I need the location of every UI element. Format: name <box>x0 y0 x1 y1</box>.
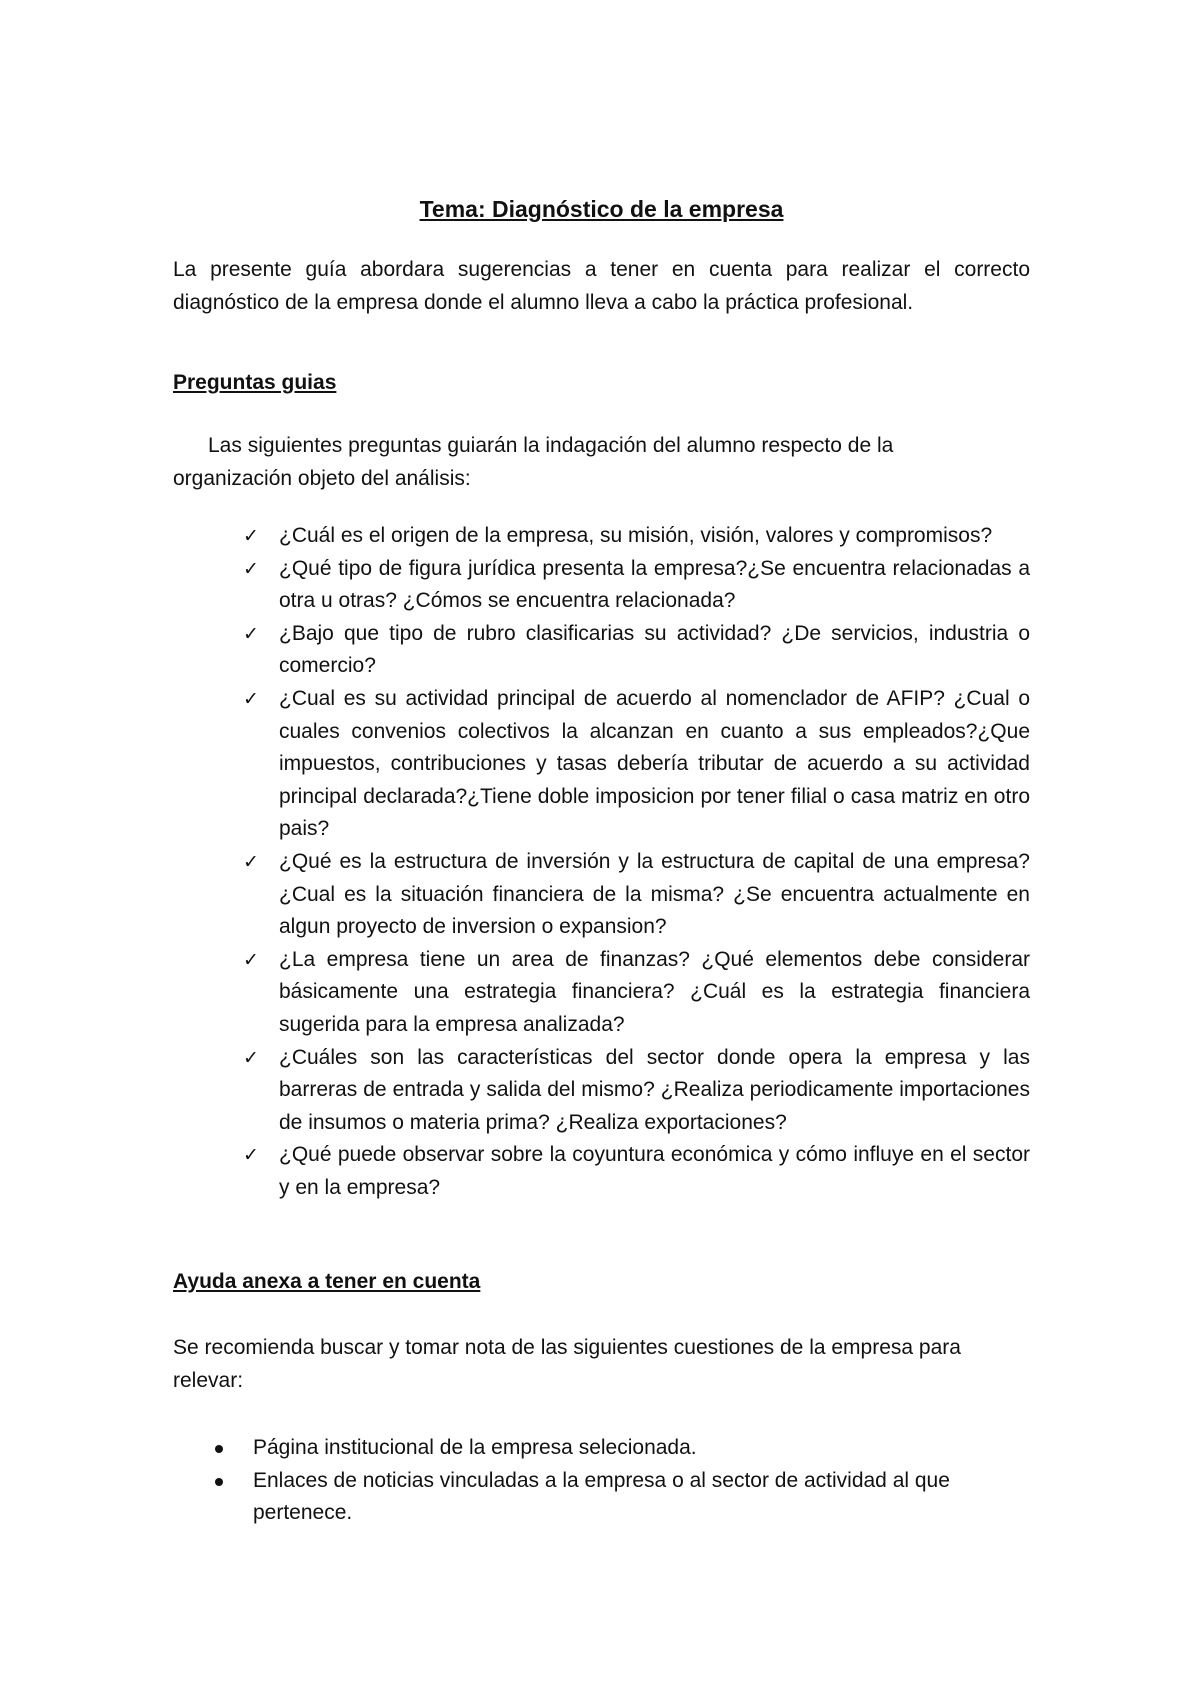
bullet-icon <box>215 1445 223 1453</box>
list-item <box>213 1432 973 1465</box>
document-page <box>173 0 1030 1696</box>
ayuda-lead-paragraph: Se recomienda buscar y tomar nota de las siguientes cuestiones de la empresa para relevar: <box>173 1336 961 1392</box>
question-text: ¿Cual es su actividad principal de acuerdo al nomenclador de AFIP? ¿Cual o cuales convenios colectivos la alcanzan en cuanto a sus empleados?¿Que impuestos, contribuciones y tasas debería tributar de acuerdo a su actividad principal declarada?¿Tiene doble imposicion por tener filial o casa matriz en otro pais? <box>279 686 1030 841</box>
question-text: ¿Cuáles son las características del sector donde opera la empresa y las barreras de entrada y salida del mismo? ¿Realiza periodicamente importaciones de insumos o materia prima? ¿Realiza exportaciones? <box>279 1045 1030 1134</box>
list-item <box>213 1465 973 1530</box>
list-item <box>243 846 1030 944</box>
checkmark-icon: ✓ <box>243 687 259 710</box>
list-item <box>243 1139 1030 1204</box>
list-item <box>243 944 1030 1042</box>
question-text: ¿La empresa tiene un area de finanzas? ¿Qué elementos debe considerar básicamente una estrategia financiera? ¿Cuál es la estrategia financiera sugerida para la empresa analizada? <box>279 947 1030 1036</box>
checkmark-icon: ✓ <box>243 948 259 971</box>
list-item <box>243 618 1030 683</box>
list-item <box>243 1042 1030 1140</box>
question-text: ¿Qué puede observar sobre la coyuntura económica y cómo influye en el sector y en la empresa? <box>279 1143 1030 1199</box>
checkmark-icon: ✓ <box>243 525 259 547</box>
recommendations-list <box>213 1432 973 1530</box>
bullet-icon <box>215 1478 223 1486</box>
section-heading-preguntas: Preguntas guias <box>173 371 337 394</box>
question-text: ¿Bajo que tipo de rubro clasificarias su actividad? ¿De servicios, industria o comercio? <box>279 621 1030 678</box>
question-text: ¿Cuál es el origen de la empresa, su misión, visión, valores y compromisos? <box>279 524 993 547</box>
list-item <box>243 683 1030 846</box>
checkmark-icon: ✓ <box>243 1144 259 1167</box>
intro-paragraph: La presente guía abordara sugerencias a tener en cuenta para realizar el correcto diagnóstico de la empresa donde el alumno lleva a cabo la práctica profesional. <box>173 258 1030 314</box>
checkmark-icon: ✓ <box>243 850 259 873</box>
recommendation-text: Página institucional de la empresa selecionada. <box>253 1436 697 1459</box>
preguntas-lead-paragraph: Las siguientes preguntas guiarán la indagación del alumno respecto de la organización objeto del análisis: <box>173 434 894 490</box>
section-heading-ayuda: Ayuda anexa a tener en cuenta <box>173 1270 481 1293</box>
page-title: Tema: Diagnóstico de la empresa <box>419 196 784 222</box>
checkmark-icon: ✓ <box>243 622 259 645</box>
recommendation-text: Enlaces de noticias vinculadas a la empresa o al sector de actividad al que pertenece. <box>253 1468 950 1525</box>
guide-questions-list <box>243 520 1030 1204</box>
list-item <box>243 520 1030 553</box>
checkmark-icon: ✓ <box>243 1046 259 1069</box>
list-item <box>243 553 1030 618</box>
question-text: ¿Qué es la estructura de inversión y la estructura de capital de una empresa? ¿Cual es la situación financiera de la misma? ¿Se encuentra actualmente en algun proyecto de inversion o expansion? <box>279 849 1030 939</box>
question-text: ¿Qué tipo de figura jurídica presenta la empresa?¿Se encuentra relacionadas a otra u otras? ¿Cómos se encuentra relacionada? <box>279 556 1030 613</box>
checkmark-icon: ✓ <box>243 557 259 580</box>
